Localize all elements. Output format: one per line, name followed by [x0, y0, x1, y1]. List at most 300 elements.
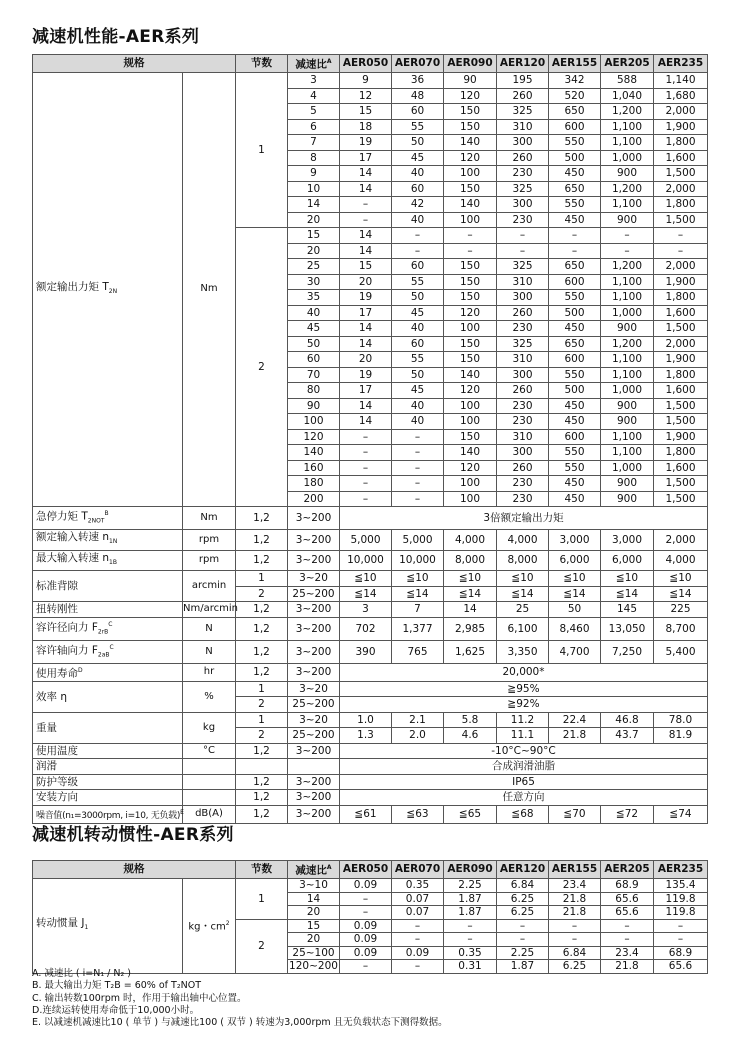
- table-cell: 7: [392, 602, 444, 618]
- table-cell: 450: [549, 321, 601, 337]
- table-cell: 600: [549, 352, 601, 368]
- emergency-label: 急停力矩 $T_{2NOT}^B$: [33, 507, 183, 530]
- table-cell: 70: [288, 367, 340, 383]
- table-cell: 20: [288, 906, 340, 920]
- temperature-label: 使用温度: [33, 743, 183, 759]
- table-cell: –: [497, 243, 549, 259]
- footnote: D.连续运转使用寿命低于10,000小时。: [32, 1004, 200, 1016]
- ratio-cell: 3~200: [288, 663, 340, 681]
- table-cell: 0.07: [392, 906, 444, 920]
- table-cell: 6,100: [497, 617, 549, 640]
- table-cell: –: [392, 228, 444, 244]
- table-cell: 0.09: [340, 946, 392, 960]
- table-cell: 14: [340, 228, 392, 244]
- table-cell: –: [340, 197, 392, 213]
- header-row: [33, 55, 708, 73]
- header-ratio: 减速比$^A$: [288, 55, 340, 73]
- table-row: [33, 712, 708, 728]
- table-cell: 18: [340, 119, 392, 135]
- table-cell: 15: [340, 104, 392, 120]
- table-cell: 10: [288, 181, 340, 197]
- table-cell: ≦10: [340, 571, 392, 587]
- header-model: AER050: [340, 861, 392, 879]
- table-cell: 4,000: [444, 530, 497, 551]
- table-cell: 1,000: [601, 150, 654, 166]
- table-cell: 900: [601, 166, 654, 182]
- axial-unit: N: [183, 640, 236, 663]
- table-cell: 702: [340, 617, 392, 640]
- table-cell: ≦70: [549, 805, 601, 824]
- table-cell: 150: [444, 274, 497, 290]
- ratio-cell: 3~200: [288, 617, 340, 640]
- table-cell: 1,800: [654, 445, 708, 461]
- efficiency-label: 效率 η: [33, 681, 183, 712]
- table-cell: 65.6: [654, 960, 708, 974]
- table-cell: 100: [288, 414, 340, 430]
- table-cell: 450: [549, 212, 601, 228]
- table-cell: 50: [392, 367, 444, 383]
- table-cell: 19: [340, 290, 392, 306]
- table-cell: 9: [340, 73, 392, 89]
- table-cell: 4: [288, 88, 340, 104]
- header-model: AER120: [497, 55, 549, 73]
- ratio-cell: 25~200: [288, 697, 340, 713]
- table-cell: 230: [497, 212, 549, 228]
- stage-cell: 2: [236, 228, 288, 507]
- table-cell: 17: [340, 383, 392, 399]
- table-cell: 23.4: [601, 946, 654, 960]
- efficiency-value: ≧95%: [340, 681, 708, 697]
- table-cell: 260: [497, 383, 549, 399]
- table-cell: ≦74: [654, 805, 708, 824]
- table-cell: 1,100: [601, 290, 654, 306]
- table-cell: 120: [444, 88, 497, 104]
- table-cell: ≦10: [654, 571, 708, 587]
- table-cell: 60: [288, 352, 340, 368]
- table-cell: 2,000: [654, 530, 708, 551]
- table-row: [33, 571, 708, 587]
- table-cell: 21.8: [549, 906, 601, 920]
- table-cell: –: [654, 228, 708, 244]
- table-cell: 230: [497, 398, 549, 414]
- table-cell: –: [340, 445, 392, 461]
- table-cell: 1,625: [444, 640, 497, 663]
- ratio-cell: 3~200: [288, 602, 340, 618]
- table-cell: –: [601, 919, 654, 933]
- table-cell: 120: [444, 383, 497, 399]
- lubrication-label: 润滑: [33, 759, 183, 775]
- table-cell: 900: [601, 491, 654, 507]
- table-cell: 2,000: [654, 104, 708, 120]
- header-stage: 节数: [236, 861, 288, 879]
- table-cell: 230: [497, 321, 549, 337]
- table-cell: 6.84: [549, 946, 601, 960]
- stage-cell: 2: [236, 586, 288, 602]
- inertia-title: 减速机转动惯性-AER系列: [32, 825, 234, 845]
- table-cell: –: [392, 919, 444, 933]
- table-cell: –: [444, 919, 497, 933]
- mounting-value: 任意方向: [340, 790, 708, 806]
- table-cell: 25: [497, 602, 549, 618]
- table-cell: 600: [549, 429, 601, 445]
- table-cell: 310: [497, 352, 549, 368]
- table-cell: 900: [601, 398, 654, 414]
- ratio-cell: 3~200: [288, 790, 340, 806]
- table-cell: 550: [549, 445, 601, 461]
- table-cell: –: [340, 892, 392, 906]
- table-cell: 1,500: [654, 212, 708, 228]
- table-cell: 23.4: [549, 879, 601, 893]
- inertia-unit: kg・$cm^2$: [183, 879, 236, 974]
- performance-table: [32, 54, 708, 824]
- table-cell: 2,000: [654, 336, 708, 352]
- table-cell: 1,500: [654, 398, 708, 414]
- table-cell: 4,000: [654, 550, 708, 571]
- table-cell: 4,700: [549, 640, 601, 663]
- inertia-label: 转动惯量 $J_1$: [33, 879, 183, 974]
- table-cell: 45: [392, 150, 444, 166]
- emergency-unit: Nm: [183, 507, 236, 530]
- table-cell: 119.8: [654, 906, 708, 920]
- table-cell: 81.9: [654, 728, 708, 744]
- table-row: [33, 790, 708, 806]
- ratio-cell: 3~20: [288, 571, 340, 587]
- table-cell: –: [497, 933, 549, 947]
- table-cell: ≦14: [392, 586, 444, 602]
- table-cell: 260: [497, 88, 549, 104]
- table-cell: 5.8: [444, 712, 497, 728]
- table-cell: 15: [288, 228, 340, 244]
- table-cell: 650: [549, 259, 601, 275]
- table-cell: –: [340, 491, 392, 507]
- table-cell: 43.7: [601, 728, 654, 744]
- table-cell: 1,100: [601, 352, 654, 368]
- stage-cell: 1: [236, 571, 288, 587]
- stage-cell: 2: [236, 728, 288, 744]
- table-cell: 11.1: [497, 728, 549, 744]
- table-row: [33, 663, 708, 681]
- table-cell: 65.6: [601, 892, 654, 906]
- stiffness-unit: Nm/arcmin: [183, 602, 236, 618]
- table-cell: 140: [444, 135, 497, 151]
- table-cell: 325: [497, 104, 549, 120]
- table-cell: 230: [497, 491, 549, 507]
- table-cell: 150: [444, 181, 497, 197]
- table-cell: ≦72: [601, 805, 654, 824]
- table-cell: 765: [392, 640, 444, 663]
- table-row: [33, 879, 708, 893]
- table-cell: 900: [601, 212, 654, 228]
- table-cell: 3,350: [497, 640, 549, 663]
- table-cell: 100: [444, 212, 497, 228]
- table-cell: 6,000: [601, 550, 654, 571]
- table-cell: 230: [497, 414, 549, 430]
- table-cell: 0.07: [392, 892, 444, 906]
- table-cell: 1,600: [654, 460, 708, 476]
- mounting-unit: [183, 790, 236, 806]
- header-model: AER205: [601, 55, 654, 73]
- table-cell: 55: [392, 274, 444, 290]
- table-cell: 6.25: [497, 892, 549, 906]
- table-cell: ≦14: [549, 586, 601, 602]
- table-cell: 650: [549, 104, 601, 120]
- stage-cell: 1,2: [236, 743, 288, 759]
- table-cell: 14: [288, 197, 340, 213]
- table-cell: 650: [549, 336, 601, 352]
- stiffness-label: 扭转刚性: [33, 602, 183, 618]
- table-cell: ≦10: [549, 571, 601, 587]
- table-cell: 2.0: [392, 728, 444, 744]
- table-cell: 600: [549, 119, 601, 135]
- table-cell: 1,900: [654, 352, 708, 368]
- header-model: AER120: [497, 861, 549, 879]
- ratio-cell: 3~20: [288, 681, 340, 697]
- ratio-cell: 3~200: [288, 805, 340, 824]
- table-cell: 60: [392, 104, 444, 120]
- header-model: AER155: [549, 861, 601, 879]
- table-cell: 1,040: [601, 88, 654, 104]
- table-cell: 90: [444, 73, 497, 89]
- table-cell: 450: [549, 476, 601, 492]
- table-cell: 25~100: [288, 946, 340, 960]
- table-cell: 50: [549, 602, 601, 618]
- table-row: [33, 640, 708, 663]
- table-cell: 1,100: [601, 197, 654, 213]
- table-cell: 550: [549, 367, 601, 383]
- table-cell: 120~200: [289, 960, 338, 972]
- table-cell: 325: [497, 181, 549, 197]
- table-cell: 325: [497, 336, 549, 352]
- table-cell: –: [392, 445, 444, 461]
- table-cell: 6.84: [497, 879, 549, 893]
- table-cell: 1,100: [601, 274, 654, 290]
- table-cell: 100: [444, 166, 497, 182]
- table-cell: 0.35: [444, 946, 497, 960]
- weight-label: 重量: [33, 712, 183, 743]
- table-cell: 6: [288, 119, 340, 135]
- mounting-label: 安装方向: [33, 790, 183, 806]
- table-cell: ≦10: [601, 571, 654, 587]
- ratio-cell: 25~200: [288, 728, 340, 744]
- table-cell: 550: [549, 197, 601, 213]
- table-row: [33, 681, 708, 697]
- header-spec: 规格: [33, 55, 236, 73]
- header-model: AER090: [444, 55, 497, 73]
- table-cell: 195: [497, 73, 549, 89]
- table-cell: 3~10: [288, 879, 340, 893]
- table-cell: ≦63: [392, 805, 444, 824]
- table-cell: 40: [392, 166, 444, 182]
- lubrication-value: 合成润滑油脂: [340, 759, 708, 775]
- header-ratio: 减速比$^A$: [288, 861, 340, 879]
- table-cell: 10,000: [340, 550, 392, 571]
- stage-cell: 1,2: [236, 663, 288, 681]
- header-model: AER155: [549, 55, 601, 73]
- table-cell: 35: [288, 290, 340, 306]
- input_speed-label: 额定输入转速 $n_{1N}$: [33, 530, 183, 551]
- table-cell: 36: [392, 73, 444, 89]
- table-cell: –: [340, 429, 392, 445]
- table-cell: 2,985: [444, 617, 497, 640]
- stage-cell: 1,2: [236, 640, 288, 663]
- table-cell: 68.9: [601, 879, 654, 893]
- stage-cell: [236, 759, 288, 775]
- table-cell: 100: [444, 414, 497, 430]
- header-model: AER070: [392, 55, 444, 73]
- table-cell: –: [601, 228, 654, 244]
- table-cell: 0.09: [392, 946, 444, 960]
- lubrication-unit: [183, 759, 236, 775]
- table-cell: –: [549, 228, 601, 244]
- stage-cell: 1: [236, 681, 288, 697]
- table-cell: 500: [549, 150, 601, 166]
- table-cell: 7: [288, 135, 340, 151]
- table-cell: 40: [392, 414, 444, 430]
- table-cell: ≦14: [340, 586, 392, 602]
- header-spec: 规格: [33, 861, 236, 879]
- table-cell: 50: [392, 290, 444, 306]
- table-cell: 6.25: [549, 960, 601, 974]
- table-cell: ≦61: [340, 805, 392, 824]
- table-cell: 310: [497, 274, 549, 290]
- protection-value: IP65: [340, 774, 708, 790]
- table-cell: 14: [340, 243, 392, 259]
- footnotes: [32, 968, 448, 1029]
- table-row: [33, 530, 708, 551]
- table-cell: 260: [497, 305, 549, 321]
- performance-title: 减速机性能-AER系列: [32, 27, 200, 47]
- stage-cell: 2: [236, 919, 288, 973]
- table-cell: 135.4: [654, 879, 708, 893]
- table-cell: 3: [340, 602, 392, 618]
- table-cell: 9: [288, 166, 340, 182]
- emergency-value: 3倍额定输出力矩: [340, 507, 708, 530]
- stage-cell: 1,2: [236, 805, 288, 824]
- table-cell: 13,050: [601, 617, 654, 640]
- stage-cell: 1,2: [236, 790, 288, 806]
- table-cell: 25: [288, 259, 340, 275]
- table-cell: ≦14: [444, 586, 497, 602]
- table-cell: 300: [497, 197, 549, 213]
- table-cell: 260: [497, 460, 549, 476]
- table-cell: 50: [392, 135, 444, 151]
- table-cell: –: [444, 228, 497, 244]
- table-cell: 1,100: [601, 429, 654, 445]
- table-cell: 80: [288, 383, 340, 399]
- stage-cell: 1,2: [236, 774, 288, 790]
- header-model: AER235: [654, 55, 708, 73]
- table-cell: 900: [601, 476, 654, 492]
- table-cell: –: [654, 933, 708, 947]
- table-cell: 4.6: [444, 728, 497, 744]
- table-cell: 1.0: [340, 712, 392, 728]
- table-cell: 50: [288, 336, 340, 352]
- header-stage: 节数: [236, 55, 288, 73]
- table-cell: 1,500: [654, 321, 708, 337]
- table-cell: 1,600: [654, 383, 708, 399]
- table-cell: 1,000: [601, 305, 654, 321]
- table-cell: 14: [340, 181, 392, 197]
- table-cell: 120: [444, 460, 497, 476]
- table-cell: 45: [392, 383, 444, 399]
- radial-unit: N: [183, 617, 236, 640]
- table-cell: 40: [392, 321, 444, 337]
- max_speed-label: 最大输入转速 $n_{1B}$: [33, 550, 183, 571]
- table-row: [33, 759, 708, 775]
- table-cell: 1,200: [601, 104, 654, 120]
- table-cell: 1,800: [654, 135, 708, 151]
- table-cell: 2,000: [654, 181, 708, 197]
- axial-label: 容许轴向力 $F_{2aB}^C$: [33, 640, 183, 663]
- table-cell: 1,500: [654, 491, 708, 507]
- table-cell: 65.6: [601, 906, 654, 920]
- table-cell: 1,600: [654, 150, 708, 166]
- table-cell: 20: [340, 274, 392, 290]
- table-cell: 1,140: [654, 73, 708, 89]
- table-row: [33, 550, 708, 571]
- efficiency-value: ≧92%: [340, 697, 708, 713]
- table-cell: 520: [549, 88, 601, 104]
- table-cell: 390: [340, 640, 392, 663]
- table-cell: 450: [549, 414, 601, 430]
- table-cell: 12: [340, 88, 392, 104]
- stage-cell: 1,2: [236, 550, 288, 571]
- table-cell: 8,460: [549, 617, 601, 640]
- table-cell: 46.8: [601, 712, 654, 728]
- table-cell: 60: [392, 336, 444, 352]
- table-cell: 20: [288, 933, 340, 947]
- stage-cell: 1: [236, 879, 288, 920]
- table-cell: 225: [654, 602, 708, 618]
- table-cell: 1,200: [601, 259, 654, 275]
- table-cell: –: [601, 933, 654, 947]
- backlash-label: 标准背隙: [33, 571, 183, 602]
- table-cell: 140: [444, 367, 497, 383]
- table-cell: 1,100: [601, 135, 654, 151]
- table-cell: 325: [497, 259, 549, 275]
- table-cell: ≦10: [444, 571, 497, 587]
- table-cell: 550: [549, 460, 601, 476]
- efficiency-unit: %: [183, 681, 236, 712]
- table-cell: –: [549, 919, 601, 933]
- table-cell: 20: [288, 243, 340, 259]
- table-cell: 550: [549, 290, 601, 306]
- table-cell: 300: [497, 135, 549, 151]
- table-cell: ≦10: [497, 571, 549, 587]
- stage-cell: 1,2: [236, 602, 288, 618]
- table-cell: 150: [444, 104, 497, 120]
- table-cell: 5,000: [392, 530, 444, 551]
- table-cell: 20: [288, 212, 340, 228]
- table-cell: –: [392, 933, 444, 947]
- stage-cell: 2: [236, 697, 288, 713]
- table-cell: –: [340, 906, 392, 920]
- table-cell: 22.4: [549, 712, 601, 728]
- table-cell: 4,000: [497, 530, 549, 551]
- table-cell: 1,500: [654, 414, 708, 430]
- table-cell: 1.87: [497, 960, 549, 974]
- protection-label: 防护等级: [33, 774, 183, 790]
- table-cell: 140: [444, 445, 497, 461]
- table-cell: 100: [444, 321, 497, 337]
- table-cell: 310: [497, 119, 549, 135]
- table-cell: 14: [340, 336, 392, 352]
- table-cell: 180: [288, 476, 340, 492]
- table-cell: 14: [340, 166, 392, 182]
- table-cell: 14: [288, 892, 340, 906]
- header-model: AER205: [601, 861, 654, 879]
- table-cell: 8,000: [444, 550, 497, 571]
